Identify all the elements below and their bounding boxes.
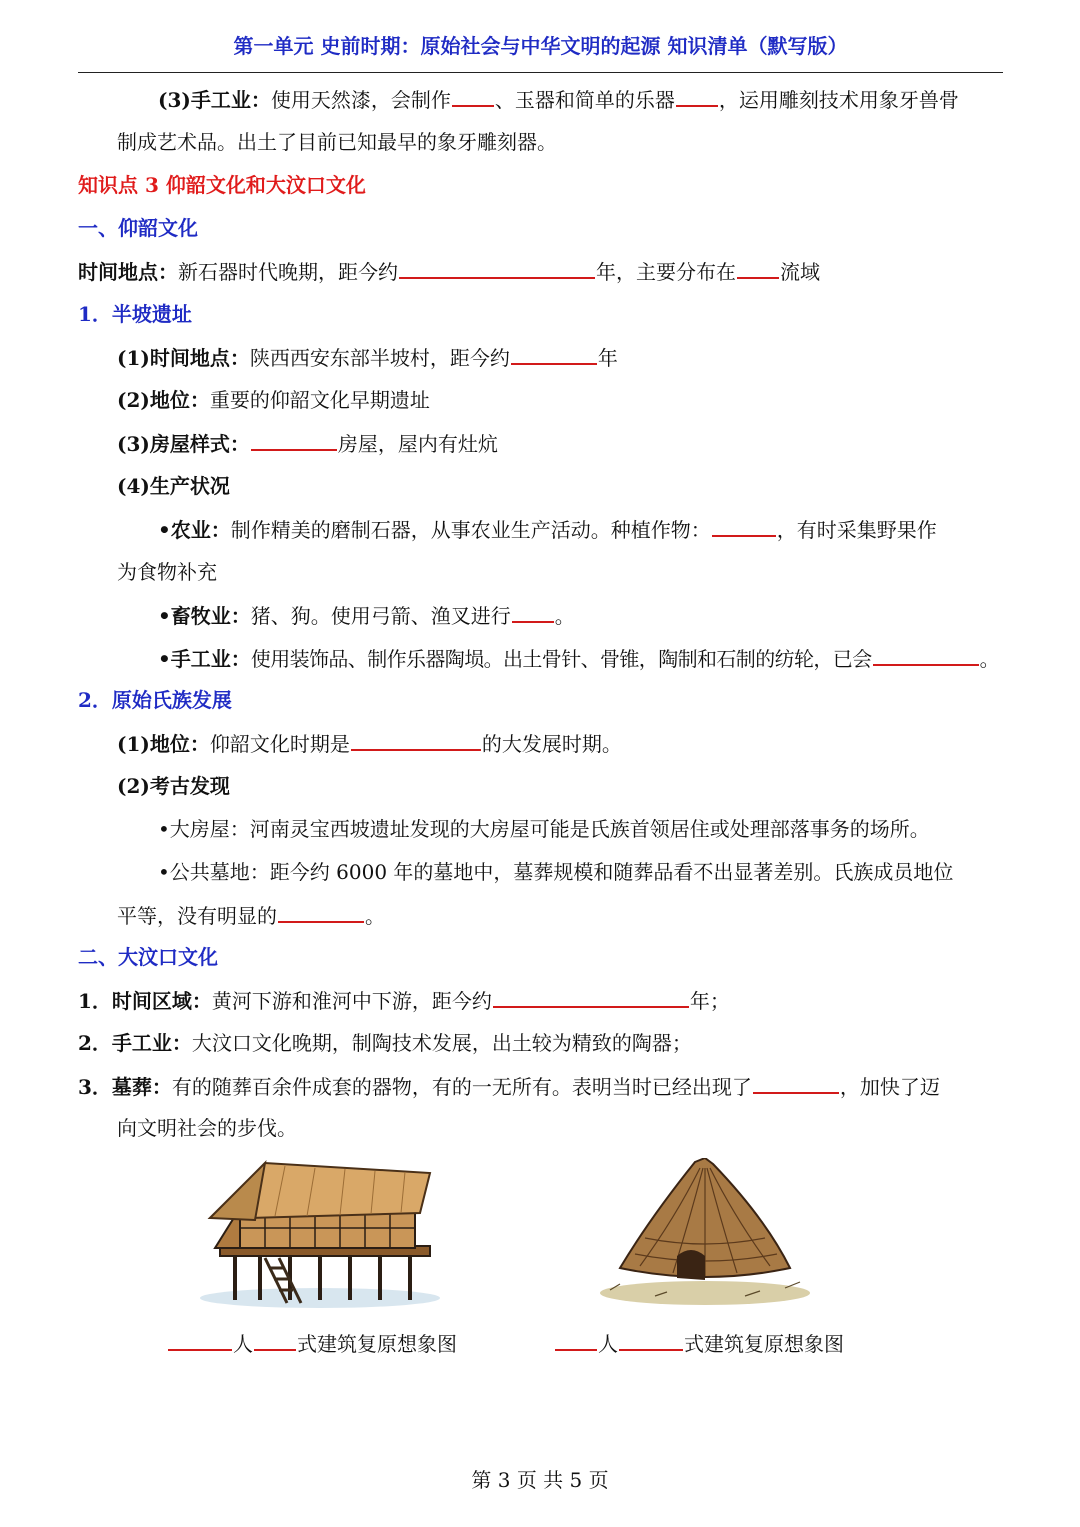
fill-blank[interactable] [512, 601, 554, 623]
text-line [117, 901, 385, 930]
label: 时间地点： [78, 260, 178, 284]
text: 年； [689, 989, 730, 1013]
agriculture-line [158, 515, 937, 544]
subheading-banpo: 1．半坡遗址 [78, 302, 192, 326]
dawenkou-burial-line [78, 1072, 940, 1101]
time-place-line [78, 257, 820, 286]
text: 猪、狗。使用弓箭、渔叉进行 [250, 604, 511, 628]
caption-text: 式建筑复原想象图 [297, 1332, 457, 1356]
dawenkou-time-line [78, 986, 730, 1015]
thatched-hut-illustration [595, 1158, 815, 1310]
text: 新石器时代晚期，距今约 [178, 260, 398, 284]
fill-blank[interactable] [254, 1329, 296, 1351]
label: •手工业： [158, 647, 251, 671]
label: (1)时间地点： [117, 346, 250, 370]
text: 平等，没有明显的 [117, 904, 277, 928]
fill-blank[interactable] [753, 1072, 839, 1094]
section-heading-dawenkou: 二、大汶口文化 [78, 945, 218, 969]
clan-status-line [117, 729, 622, 758]
label: 1．时间区域： [78, 989, 212, 1013]
header-divider [78, 72, 1003, 73]
text-line: •大房屋：河南灵宝西坡遗址发现的大房屋可能是氏族首领居住或处理部落事务的场所。 [158, 817, 930, 841]
text: 的大发展时期。 [481, 732, 622, 756]
text-line: 向文明社会的步伐。 [117, 1116, 297, 1140]
text: 使用装饰品、制作乐器陶埙。出土骨针、骨锥，陶制和石制的纺轮，已会 [250, 647, 872, 671]
caption-text: 式建筑复原想象图 [684, 1332, 844, 1356]
label: •畜牧业： [158, 604, 251, 628]
label: (2)地位： [117, 388, 210, 412]
text: 大汶口文化晚期，制陶技术发展，出土较为精致的陶器； [191, 1031, 692, 1055]
fill-blank[interactable] [555, 1329, 597, 1351]
fill-blank[interactable] [168, 1329, 232, 1351]
text: 仰韶文化时期是 [209, 732, 350, 756]
text-line: 制成艺术品。出土了目前已知最早的象牙雕刻器。 [117, 130, 557, 154]
label: •农业： [158, 518, 231, 542]
archaeology-heading: (2)考古发现 [117, 774, 230, 798]
fill-blank[interactable] [737, 257, 779, 279]
banpo-house-line [117, 429, 498, 458]
text: 有的随葬百余件成套的器物，有的一无所有。表明当时已经出现了 [171, 1075, 752, 1099]
left-figure-caption [167, 1328, 457, 1357]
text: ，有时采集野果作 [776, 518, 937, 542]
fill-blank[interactable] [712, 515, 776, 537]
text: 陕西西安东部半坡村，距今约 [249, 346, 510, 370]
text: 。 [979, 647, 1000, 671]
text: 黄河下游和淮河中下游，距今约 [211, 989, 492, 1013]
text: 重要的仰韶文化早期遗址 [209, 388, 430, 412]
text: 年，主要分布在 [596, 260, 736, 284]
label: 2．手工业： [78, 1031, 192, 1055]
handicraft-line [158, 85, 959, 114]
caption-text: 人 [598, 1332, 618, 1356]
right-figure-caption [554, 1328, 844, 1357]
page-number: 第 3 页 共 5 页 [471, 1468, 609, 1492]
fill-blank[interactable] [452, 85, 494, 107]
text: 。 [365, 904, 385, 928]
banpo-status-line [117, 386, 430, 414]
fill-blank[interactable] [351, 729, 481, 751]
label: (1)地位： [117, 732, 210, 756]
banpo-time-line [117, 343, 618, 372]
fill-blank[interactable] [619, 1329, 683, 1351]
text: 、玉器和简单的乐器 [494, 88, 675, 112]
fill-blank[interactable] [873, 644, 979, 666]
text: 使用天然漆，会制作 [270, 88, 451, 112]
text-line: 为食物补充 [117, 560, 217, 584]
fill-blank[interactable] [251, 429, 337, 451]
dawenkou-craft-line [78, 1029, 692, 1057]
text-line: •公共墓地：距今约 6000 年的墓地中，墓葬规模和随葬品看不出显著差别。氏族成员地位 [158, 860, 954, 884]
text: ，运用雕刻技术用象牙兽骨 [718, 88, 959, 112]
text: 年 [597, 346, 618, 370]
section-heading-yangshao: 一、仰韶文化 [78, 216, 198, 240]
fill-blank[interactable] [493, 986, 689, 1008]
fill-blank[interactable] [676, 85, 718, 107]
craft-line [158, 644, 1000, 673]
husbandry-line [158, 601, 575, 630]
caption-text: 人 [233, 1332, 253, 1356]
fill-blank[interactable] [511, 343, 597, 365]
stilt-house-illustration [195, 1158, 445, 1310]
page-header-title: 第一单元 史前时期：原始社会与中华文明的起源 知识清单（默写版） [233, 34, 848, 58]
subheading-clan: 2．原始氏族发展 [78, 688, 232, 712]
text: 流域 [780, 260, 820, 284]
text: ，加快了迈 [839, 1075, 940, 1099]
production-heading: (4)生产状况 [117, 474, 230, 498]
fill-blank[interactable] [278, 901, 364, 923]
text: 。 [554, 604, 575, 628]
knowledge-point-heading: 知识点 3 仰韶文化和大汶口文化 [78, 173, 366, 197]
text: 房屋，屋内有灶炕 [337, 432, 498, 456]
label: 3．墓葬： [78, 1075, 172, 1099]
label: (3)手工业： [158, 88, 271, 112]
fill-blank[interactable] [399, 257, 595, 279]
label: (3)房屋样式： [117, 432, 250, 456]
text: 制作精美的磨制石器，从事农业生产活动。种植作物： [230, 518, 711, 542]
